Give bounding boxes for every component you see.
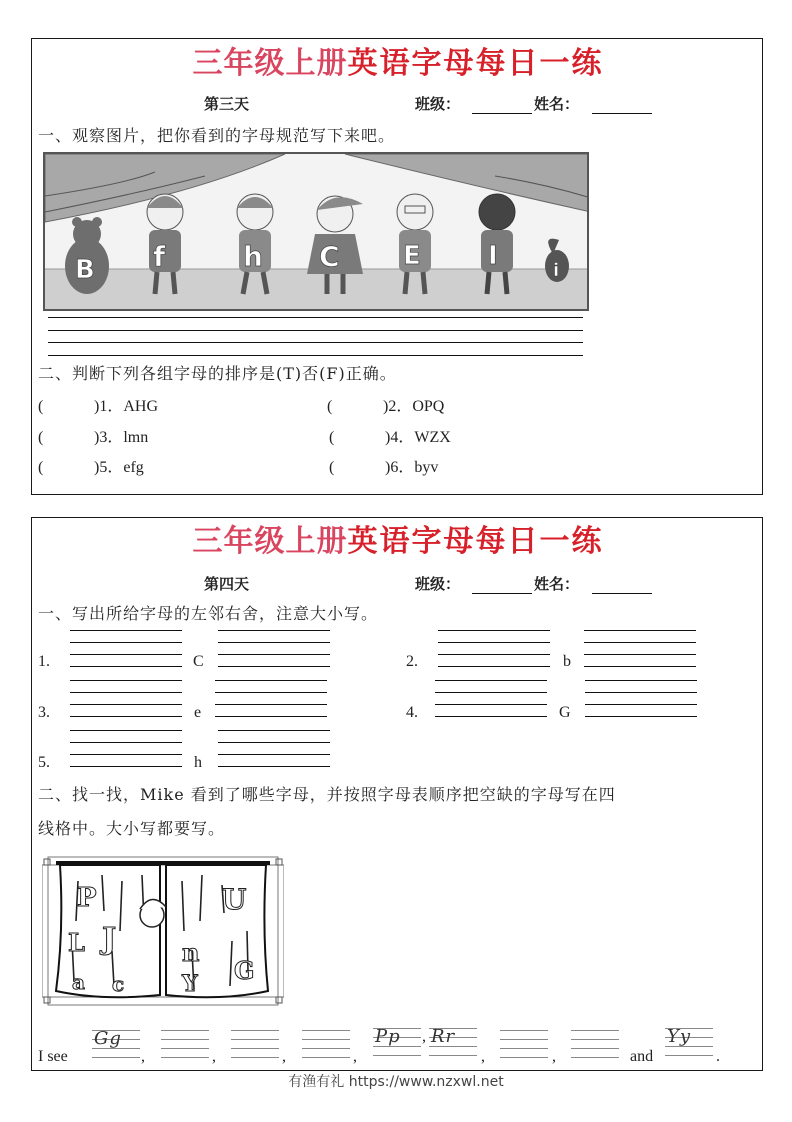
footer-watermark: 有渔有礼 https://www.nzxwl.net [288,1074,504,1090]
svg-text:c: c [112,972,125,996]
stage-illustration [45,154,589,311]
four-line-grid-right[interactable] [215,680,327,720]
worksheet-title [32,47,764,81]
section1-heading: 一、观察图片，把你看到的字母规范写下来吧。 [38,126,396,145]
section2-heading-line1: 二、找一找，Mike 看到了哪些字母，并按照字母表顺序把空缺的字母写在四 [38,785,616,804]
answer-slot-6[interactable]: Rr [429,1024,477,1058]
title-grade: 三年级上册 [192,524,348,559]
class-label: 班级： [415,95,461,113]
svg-text:f: f [153,240,166,273]
four-line-grid-right[interactable] [218,730,330,770]
name-blank[interactable] [592,113,652,114]
section1-heading: 一、写出所给字母的左邻右舍，注意大小写。 [38,604,379,623]
tf-item[interactable]: ( )1．AHG [38,398,159,415]
item-number: 1. [38,653,50,670]
svg-text:I: I [488,241,498,271]
worksheet-day4: 三年级上册英语字母每日一练 第四天 班级： 姓名： 一、写出所给字母的左邻右舍，注意大小写。 1. C 2. b 3. e 4. G 5. h 二、找一找，Mike 看到了哪些字母，并按照字母表顺序把空缺的字母写在四 线格中。大小写都要写。 P U L J n G a c Y I see Gg , , , , Pp , Rr , , and Yy . [31,517,763,1071]
answer-slot-4[interactable] [302,1026,350,1060]
four-line-grid-left[interactable] [70,630,182,670]
given-letter: b [563,653,571,670]
answer-slot-5[interactable]: Pp [373,1024,421,1058]
svg-text:n: n [182,938,200,967]
given-letter: e [194,704,202,721]
curtain-picture [42,851,284,1011]
item-number: 2. [406,653,418,670]
tf-item[interactable]: ( )2．OPQ [327,398,445,415]
answer-slot-9[interactable]: Yy [665,1024,713,1058]
tf-item[interactable]: ( )5．efg [38,459,144,476]
svg-text:a: a [72,970,85,994]
svg-text:P: P [77,883,97,913]
four-line-grid-left[interactable] [70,680,182,720]
class-blank[interactable] [472,593,532,594]
svg-text:Y: Y [182,971,198,997]
section2-heading-line2: 线格中。大小写都要写。 [38,819,226,838]
title-subject: 英语字母每日一练 [347,524,604,559]
day-label: 第三天 [204,95,250,113]
and-word: and [630,1048,654,1065]
svg-text:G: G [234,956,255,985]
title-grade: 三年级上册 [192,46,348,81]
svg-text:C: C [319,240,340,273]
item-number: 4. [406,704,418,721]
answer-slot-8[interactable] [571,1026,619,1060]
given-letter: G [559,704,571,721]
writing-line[interactable] [48,342,583,343]
writing-line[interactable] [48,355,583,356]
tf-item[interactable]: ( )4．WZX [329,429,451,446]
answer-slot-1[interactable]: Gg [92,1026,140,1060]
item-number: 3. [38,704,50,721]
name-label: 姓名： [534,575,580,593]
day-label: 第四天 [204,575,250,593]
svg-text:h: h [243,240,263,273]
four-line-grid-left[interactable] [70,730,182,770]
answer-slot-2[interactable] [161,1026,209,1060]
svg-text:i: i [553,260,560,281]
worksheet-title [32,525,764,559]
tf-item[interactable]: ( )6．byv [329,459,439,476]
answer-slot-7[interactable] [500,1026,548,1060]
four-line-grid-left[interactable] [435,680,547,720]
four-line-grid-right[interactable] [585,680,697,720]
sentence-start: I see [38,1048,68,1065]
item-number: 5. [38,754,50,771]
writing-line[interactable] [48,330,583,331]
worksheet-day3 [31,38,763,495]
name-blank[interactable] [592,593,652,594]
curtain-illustration [42,851,284,1011]
answer-slot-3[interactable] [231,1026,279,1060]
given-letter: h [194,754,202,771]
writing-line[interactable] [48,317,583,318]
class-label: 班级： [415,575,461,593]
four-line-grid-right[interactable] [218,630,330,670]
svg-text:B: B [75,255,95,285]
tf-item[interactable]: ( )3．lmn [38,429,149,446]
four-line-grid-right[interactable] [584,630,696,670]
svg-text:J: J [102,922,117,957]
four-line-grid-left[interactable] [438,630,550,670]
given-letter: C [193,653,204,670]
svg-text:U: U [222,883,247,916]
stage-picture [43,152,589,311]
class-blank[interactable] [472,113,532,114]
title-subject: 英语字母每日一练 [347,46,604,81]
name-label: 姓名： [534,95,580,113]
section2-heading: 二、判断下列各组字母的排序是(T)否(F)正确。 [38,364,397,383]
svg-text:E: E [403,241,421,271]
svg-text:L: L [68,928,85,957]
